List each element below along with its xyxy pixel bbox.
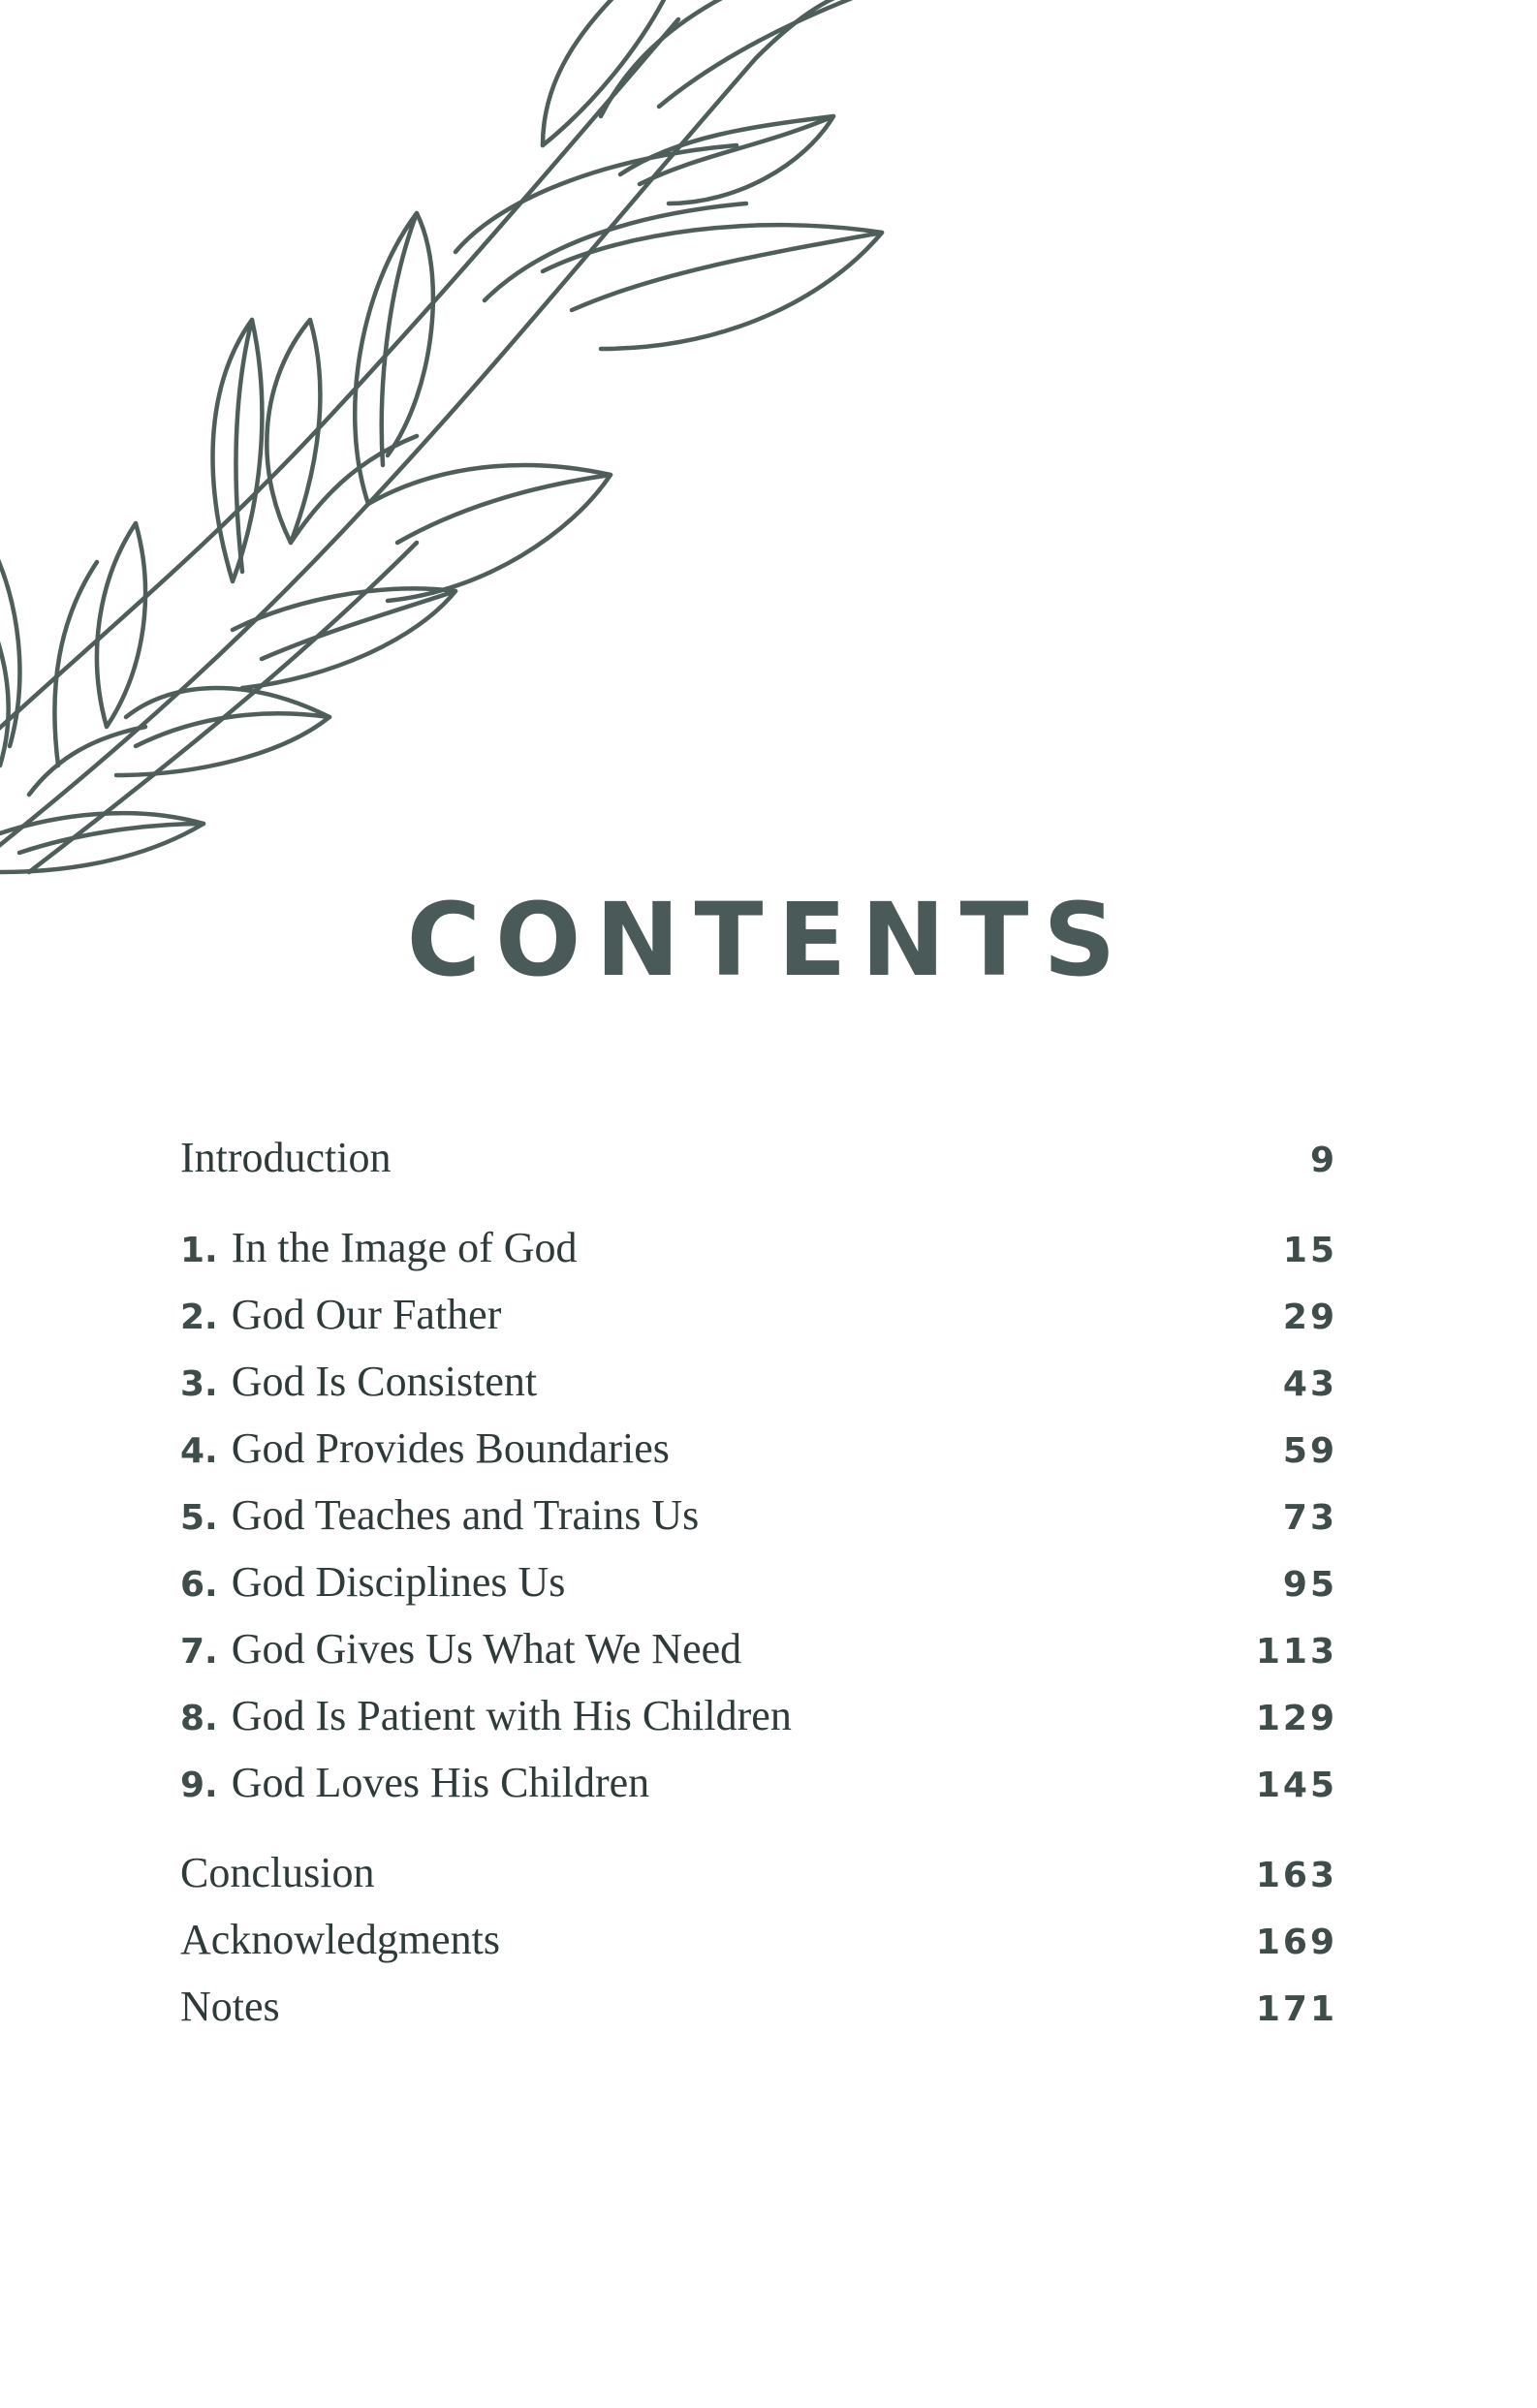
- toc-entry-chapter-8[interactable]: [180, 1682, 1337, 1749]
- toc-entry-page: 145: [1255, 1766, 1337, 1805]
- toc-entry-page: 73: [1282, 1498, 1337, 1538]
- table-of-contents: [180, 1124, 1337, 2063]
- chapter-title: God Gives Us What We Need: [231, 1625, 742, 1673]
- toc-entry-acknowledgments[interactable]: [180, 1906, 1337, 1973]
- toc-chapters: [180, 1214, 1337, 1816]
- toc-back-matter: [180, 1839, 1337, 2040]
- chapter-title: God Is Patient with His Children: [231, 1692, 792, 1739]
- toc-entry-title: [180, 1214, 578, 1284]
- chapter-title: In the Image of God: [231, 1224, 578, 1271]
- toc-entry-page: 29: [1282, 1298, 1337, 1337]
- chapter-number: 3.: [180, 1364, 218, 1404]
- toc-entry-page: 43: [1282, 1364, 1337, 1404]
- toc-entry-title: Acknowledgments: [180, 1916, 500, 1963]
- toc-entry-chapter-2[interactable]: [180, 1281, 1337, 1348]
- toc-entry-title: Conclusion: [180, 1849, 375, 1896]
- toc-entry-page: 113: [1255, 1632, 1337, 1672]
- chapter-number: 7.: [180, 1632, 218, 1672]
- toc-entry-chapter-5[interactable]: [180, 1482, 1337, 1548]
- toc-entry-page: 169: [1255, 1923, 1337, 1962]
- toc-front-matter: [180, 1124, 1337, 1191]
- toc-entry-chapter-9[interactable]: [180, 1749, 1337, 1816]
- chapter-number: 1.: [180, 1231, 218, 1270]
- toc-entry-title: [180, 1348, 537, 1418]
- chapter-title: God Teaches and Trains Us: [231, 1491, 700, 1539]
- chapter-number: 6.: [180, 1565, 218, 1605]
- toc-entry-title: [180, 1281, 501, 1351]
- toc-entry-page: 171: [1255, 1989, 1337, 2029]
- toc-entry-title: [180, 1682, 792, 1752]
- toc-entry-page: 129: [1255, 1699, 1337, 1738]
- toc-entry-page: 15: [1282, 1231, 1337, 1270]
- toc-entry-chapter-6[interactable]: [180, 1548, 1337, 1615]
- toc-entry-chapter-7[interactable]: [180, 1615, 1337, 1682]
- toc-entry-title: [180, 1749, 649, 1819]
- leaf-branch-icon: [0, 0, 930, 891]
- chapter-title: God Is Consistent: [231, 1358, 538, 1405]
- toc-entry-title: [180, 1415, 670, 1485]
- toc-entry-title: Notes: [180, 1983, 280, 2030]
- chapter-title: God Our Father: [231, 1291, 502, 1338]
- chapter-title: God Disciplines Us: [231, 1558, 566, 1606]
- chapter-title: God Loves His Children: [231, 1759, 650, 1806]
- toc-entry-introduction[interactable]: [180, 1124, 1337, 1191]
- toc-entry-chapter-4[interactable]: [180, 1415, 1337, 1482]
- toc-entry-chapter-1[interactable]: [180, 1214, 1337, 1281]
- chapter-title: God Provides Boundaries: [231, 1424, 670, 1472]
- toc-entry-conclusion[interactable]: [180, 1839, 1337, 1906]
- toc-entry-page: 9: [1309, 1141, 1337, 1180]
- chapter-number: 9.: [180, 1766, 218, 1805]
- toc-entry-title: [180, 1615, 741, 1685]
- toc-entry-page: 163: [1255, 1856, 1337, 1895]
- toc-entry-title: [180, 1548, 565, 1618]
- chapter-number: 8.: [180, 1699, 218, 1738]
- toc-entry-page: 95: [1282, 1565, 1337, 1605]
- toc-entry-title: [180, 1482, 699, 1551]
- chapter-number: 2.: [180, 1298, 218, 1337]
- page-title: CONTENTS: [406, 881, 1131, 999]
- toc-entry-notes[interactable]: [180, 1973, 1337, 2040]
- chapter-number: 4.: [180, 1431, 218, 1471]
- toc-entry-chapter-3[interactable]: [180, 1348, 1337, 1415]
- toc-entry-title: Introduction: [180, 1134, 392, 1181]
- chapter-number: 5.: [180, 1498, 218, 1538]
- toc-entry-page: 59: [1282, 1431, 1337, 1471]
